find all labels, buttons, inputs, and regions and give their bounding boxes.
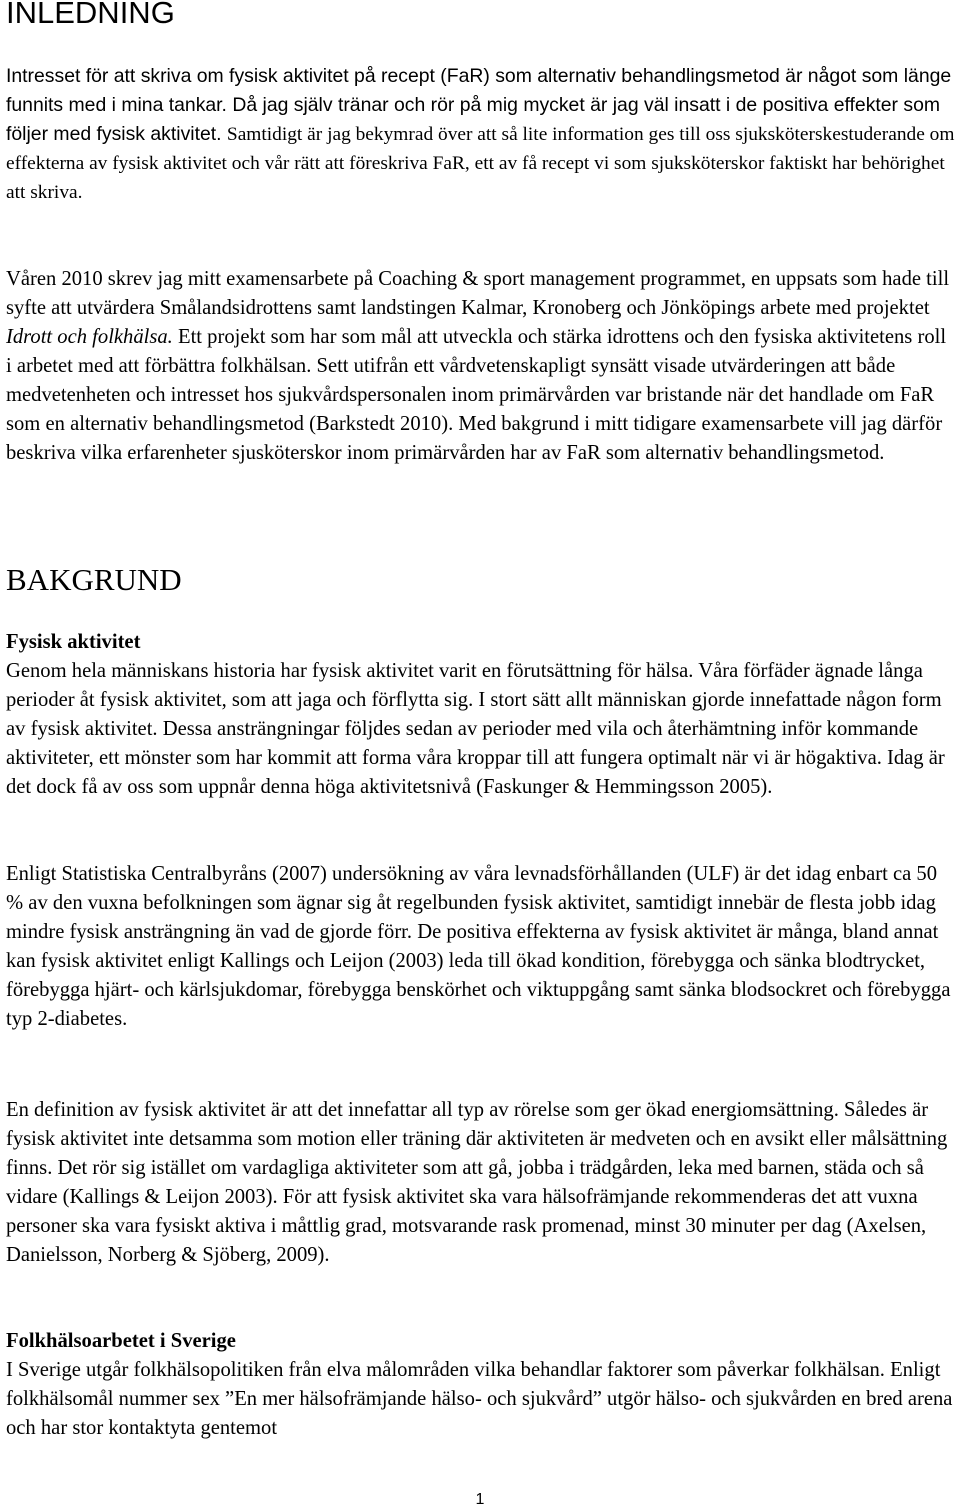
paragraph-definition: En definition av fysisk aktivitet är att det innefattar all typ av rörelse som ger ökad energiomsättning. Således är fysisk aktivitet inte detsamma som motion eller träning där aktiviteten är medveten och en avsikt eller målsättning finns. Det rör sig istället om vardagliga aktiviteter som att gå, jobba i trädgården, leka med barnen, städa och så vidare (Kallings & Leijon 2003). För att fysisk aktivitet ska vara hälsofrämjande rekommenderas det att vuxna personer ska vara fysiskt aktiva i måttlig grad, motsvarande rask promenad, minst 30 minuter per dag (Axelsen, Danielsson, Norberg & Sjöberg, 2009). <box>6 1099 948 1266</box>
heading-bakgrund: BAKGRUND <box>6 562 182 597</box>
paragraph-examensarbete <box>6 265 956 468</box>
paragraph-intro-sans-part: Intresset för att skriva om fysisk aktivitet på recept (FaR) som alternativ behandlingsmetod är något som länge funnits med i mina tankar. Då jag själv tränar och rör på mig mycket är jag väl insatt i de positiva effekter som följer med fysisk aktivitet. <box>6 65 952 145</box>
project-name-italic: Idrott och folkhälsa. <box>6 326 173 348</box>
subheading-folkhalsoarbetet: Folkhälsoarbetet i Sverige <box>6 1330 236 1352</box>
paragraph-folkhalsopolitik: I Sverige utgår folkhälsopolitiken från elva målområden vilka behandlar faktorer som påverkar folkhälsan. Enligt folkhälsomål nummer sex ”En mer hälsofrämjande hälso- och sjukvård” utgör hälso- och sjukvården en bred arena och har stor kontaktyta gentemot <box>6 1359 953 1439</box>
paragraph-examensarbete-part1: Våren 2010 skrev jag mitt examensarbete på Coaching & sport management programmet, en uppsats som hade till syfte att utvärdera Smålandsidrottens samt landstingen Kalmar, Kronoberg och Jönköpings arbete med projektet <box>6 268 950 319</box>
paragraph-historia: Genom hela människans historia har fysisk aktivitet varit en förutsättning för hälsa. Våra förfäder ägnade långa perioder åt fysisk aktivitet, som att jaga och förflytta sig. I stort sätt allt människan gjorde innefattade någon form av fysisk aktivitet. Dessa ansträngningar följdes sedan av perioder med vila och återhämtning inför kommande aktiviteter, ett mönster som har kommit att forma våra kroppar till att fungera optimalt när vi är högaktiva. Idag är det dock få av oss som uppnår denna höga aktivitetsnivå (Faskunger & Hemmingsson 2005). <box>6 660 945 798</box>
paragraph-intro <box>6 62 956 207</box>
heading-inledning: INLEDNING <box>6 0 175 30</box>
page-number: 1 <box>475 1491 485 1508</box>
paragraph-statistik: Enligt Statistiska Centralbyråns (2007) undersökning av våra levnadsförhållanden (ULF) är det idag enbart ca 50 % av den vuxna befolkningen som ägnar sig åt regelbunden fysisk aktivitet, samtidigt innebär de flesta jobb idag mindre fysisk ansträngning än vad de gjorde förr. De positiva effekterna av fysisk aktivitet är många, bland annat kan fysisk aktivitet enligt Kallings och Leijon (2003) leda till ökad kondition, förebygga och sänka blodtrycket, förebygga hjärt- och kärlsjukdomar, förebygga benskörhet och viktuppgång samt sänka blodsockret och förebygga typ 2-diabetes. <box>6 863 951 1030</box>
subheading-fysisk-aktivitet: Fysisk aktivitet <box>6 631 141 653</box>
paragraph-intro-serif-part: Samtidigt är jag bekymrad över att så lite information ges till oss sjuksköterskestuderande om effekterna av fysisk aktivitet och vår rätt att föreskriva FaR, ett av få recept vi som sjuksköterskor faktiskt har behörighet att skriva. <box>6 124 955 203</box>
paragraph-examensarbete-part2: Ett projekt som har som mål att utveckla och stärka idrottens och den fysiska aktivitetens roll i arbetet med att förbättra folkhälsan. Sett utifrån ett vårdvetenskapligt synsätt visade utvärderingen att både medvetenheten och intresset hos sjukvårdspersonalen inom primärvården var bristande när det handlade om FaR som en alternativ behandlingsmetod (Barkstedt 2010). Med bakgrund i mitt tidigare examensarbete vill jag därför beskriva vilka erfarenheter sjusköterskor inom primärvården har av FaR som alternativ behandlingsmetod. <box>6 326 947 464</box>
